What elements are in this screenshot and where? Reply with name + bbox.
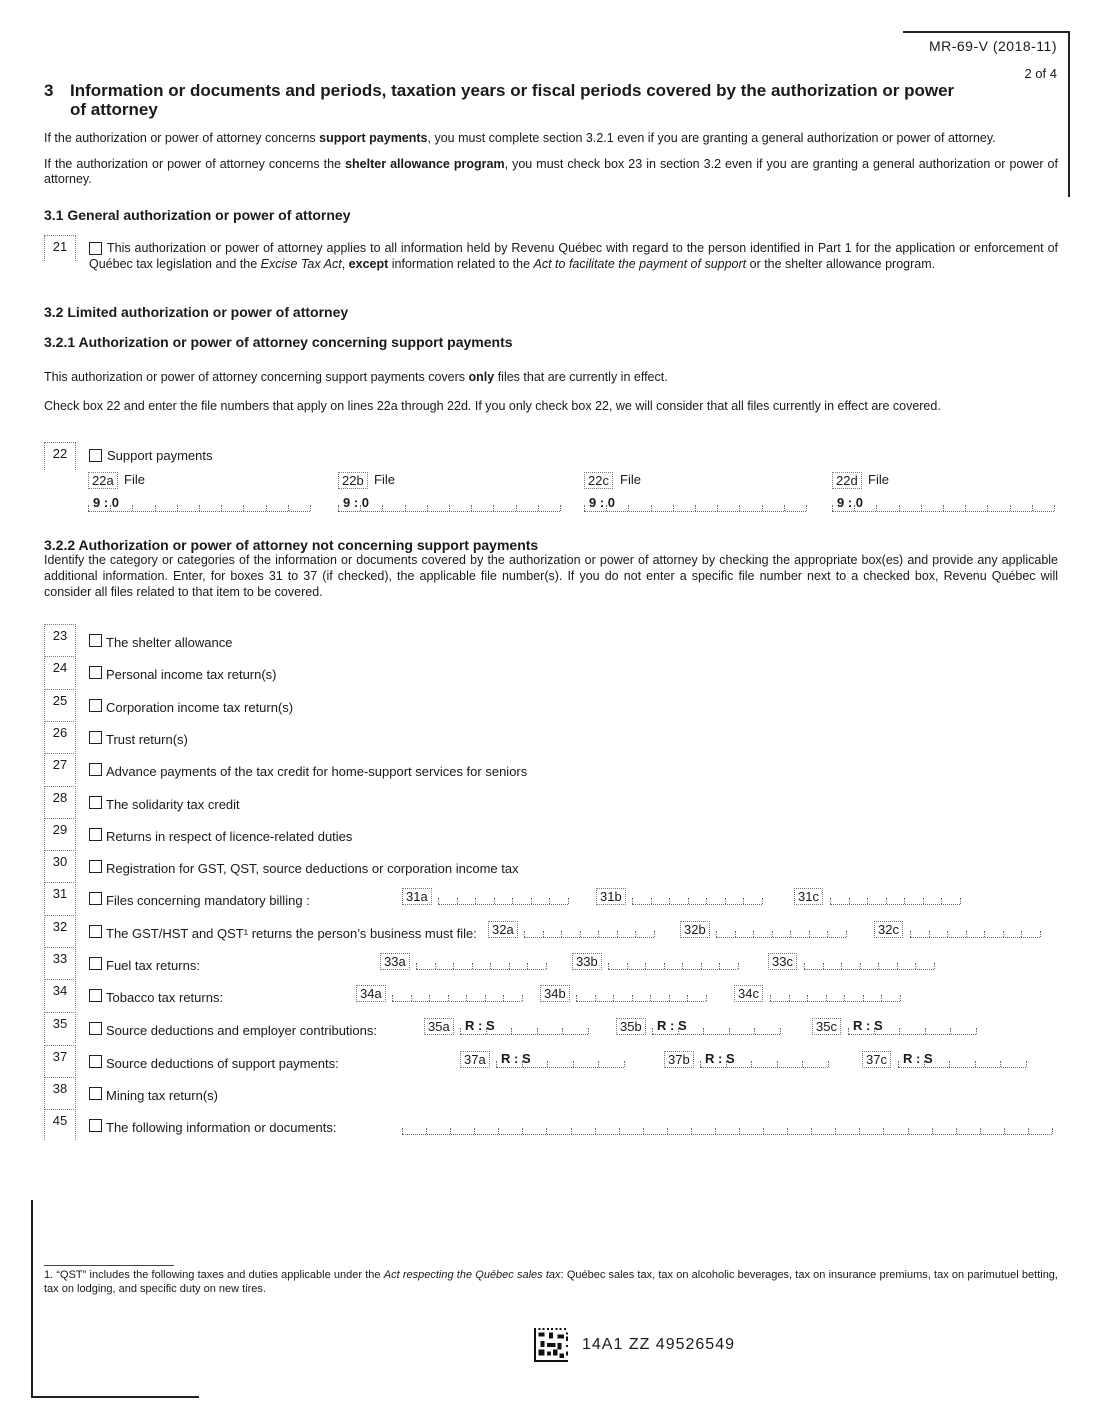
sub-box-label: 31b xyxy=(596,888,626,905)
item-label-26: Trust return(s) xyxy=(106,732,188,747)
file-input-22a[interactable] xyxy=(88,496,310,512)
box-number-22: 22 xyxy=(44,442,76,470)
item-label-31: Files concerning mandatory billing : xyxy=(106,893,310,908)
file-input-35a[interactable] xyxy=(460,1019,588,1035)
file-input-35b[interactable] xyxy=(652,1019,780,1035)
sub-box-label: 35a xyxy=(424,1018,454,1035)
file-input-37c[interactable] xyxy=(898,1052,1026,1068)
file-input-22c[interactable] xyxy=(584,496,806,512)
checkbox-32[interactable] xyxy=(89,925,102,938)
file-label: File xyxy=(868,472,889,487)
datamatrix-barcode-icon xyxy=(534,1328,568,1362)
file-input-33a[interactable] xyxy=(416,954,546,970)
item-label-23: The shelter allowance xyxy=(106,635,233,650)
field-prefix: 9 : 0 xyxy=(93,495,120,510)
heading-3-2: 3.2 Limited authorization or power of attorney xyxy=(44,304,349,320)
section-title-text: Information or documents and periods, taxation years or fiscal periods covered by the authorization or power of attorney xyxy=(70,81,955,119)
support-payments-label: Support payments xyxy=(107,448,213,463)
box-number-31: 31 xyxy=(44,882,76,913)
file-label: File xyxy=(374,472,395,487)
box-number-27: 27 xyxy=(44,753,76,784)
checkbox-24[interactable] xyxy=(89,666,102,679)
field-prefix: R : S xyxy=(903,1051,933,1066)
checkbox-34[interactable] xyxy=(89,989,102,1002)
box-number-23: 23 xyxy=(44,624,76,655)
checkbox-23[interactable] xyxy=(89,634,102,647)
field-prefix: 9 : 0 xyxy=(343,495,370,510)
field-prefix: R : S xyxy=(465,1018,495,1033)
item-label-35: Source deductions and employer contributions: xyxy=(106,1023,377,1038)
box-number-24: 24 xyxy=(44,656,76,687)
categories-paragraph: Identify the category or categories of the information or documents covered by the authorization or power of attorney by checking the appropriate box(es) and provide any applicable additional information. Enter, for boxes 31 to 37 (if checked), the applicable file number(s). If you do not enter a specific file number next to a checked box, Revenu Québec will consider all files related to that item to be covered. xyxy=(44,553,1058,599)
checkbox-28[interactable] xyxy=(89,796,102,809)
item-label-38: Mining tax return(s) xyxy=(106,1088,218,1103)
item-label-30: Registration for GST, QST, source deductions or corporation income tax xyxy=(106,861,519,876)
file-input-37b[interactable] xyxy=(700,1052,828,1068)
file-input-34a[interactable] xyxy=(392,986,522,1002)
file-input-32a[interactable] xyxy=(524,922,654,938)
sub-box-label: 37c xyxy=(862,1051,891,1068)
item-label-24: Personal income tax return(s) xyxy=(106,667,277,682)
sub-box-label: 34a xyxy=(356,985,386,1002)
file-number-label: 22d xyxy=(832,472,862,489)
box-number-29: 29 xyxy=(44,818,76,849)
box-number-35: 35 xyxy=(44,1012,76,1043)
box-number-32: 32 xyxy=(44,915,76,946)
sub-box-label: 32b xyxy=(680,921,710,938)
heading-3-1: 3.1 General authorization or power of attorney xyxy=(44,207,351,223)
sub-box-label: 31a xyxy=(402,888,432,905)
box-number-21: 21 xyxy=(44,235,76,261)
item-label-29: Returns in respect of licence-related duties xyxy=(106,829,353,844)
sub-box-label: 34b xyxy=(540,985,570,1002)
file-input-35c[interactable] xyxy=(848,1019,976,1035)
checkbox-29[interactable] xyxy=(89,828,102,841)
file-input-37a[interactable] xyxy=(496,1052,624,1068)
file-input-32c[interactable] xyxy=(910,922,1040,938)
form-number: MR-69-V (2018-11) xyxy=(928,38,1057,54)
item-label-28: The solidarity tax credit xyxy=(106,797,240,812)
other-documents-input[interactable] xyxy=(402,1119,1052,1135)
page-number: 2 of 4 xyxy=(1024,66,1057,81)
box-number-33: 33 xyxy=(44,947,76,978)
footnote-divider xyxy=(44,1265,174,1266)
sub-box-label: 33c xyxy=(768,953,797,970)
frame-corner-right xyxy=(1068,31,1070,197)
checkbox-38[interactable] xyxy=(89,1087,102,1100)
sub-box-label: 34c xyxy=(734,985,763,1002)
sub-box-label: 33a xyxy=(380,953,410,970)
checkbox-35[interactable] xyxy=(89,1022,102,1035)
sub-box-label: 32a xyxy=(488,921,518,938)
checkbox-45[interactable] xyxy=(89,1119,102,1132)
intro-paragraph-1: If the authorization or power of attorney concerns support payments, you must complete section 3.2.1 even if you are granting a general authorization or power of attorney. xyxy=(44,131,996,145)
checkbox-25[interactable] xyxy=(89,699,102,712)
checkbox-31[interactable] xyxy=(89,892,102,905)
checkbox-27[interactable] xyxy=(89,763,102,776)
sub-box-label: 32c xyxy=(874,921,903,938)
file-label: File xyxy=(620,472,641,487)
file-input-32b[interactable] xyxy=(716,922,846,938)
file-input-33b[interactable] xyxy=(608,954,738,970)
heading-3-2-2: 3.2.2 Authorization or power of attorney not concerning support payments xyxy=(44,537,539,553)
sub-box-label: 31c xyxy=(794,888,823,905)
file-input-31b[interactable] xyxy=(632,889,762,905)
box-number-37: 37 xyxy=(44,1045,76,1076)
field-prefix: R : S xyxy=(657,1018,687,1033)
frame-corner-top xyxy=(903,31,1070,33)
heading-3-2-1: 3.2.1 Authorization or power of attorney concerning support payments xyxy=(44,334,513,350)
sub-box-label: 35b xyxy=(616,1018,646,1035)
box-number-25: 25 xyxy=(44,689,76,720)
intro-paragraph-2: If the authorization or power of attorney concerns the shelter allowance program, you must check box 23 in section 3.2 even if you are granting a general authorization or power of attorney. xyxy=(44,157,1058,186)
item-label-34: Tobacco tax returns: xyxy=(106,990,224,1005)
box-number-28: 28 xyxy=(44,786,76,817)
sub-box-label: 37a xyxy=(460,1051,490,1068)
general-authorization-text: This authorization or power of attorney applies to all information held by Revenu Québec with regard to the person identified in Part 1 for the application or enforcement of Québec tax legislation and the Excise Tax Act, except information related to the Act to facilitate the payment of support or the shelter allowance program. xyxy=(89,241,1058,271)
checkbox-37[interactable] xyxy=(89,1055,102,1068)
box-number-45: 45 xyxy=(44,1109,76,1140)
file-input-22d[interactable] xyxy=(832,496,1054,512)
item-label-45: The following information or documents: xyxy=(106,1120,337,1135)
footnote-1: 1. “QST” includes the following taxes and duties applicable under the Act respecting the Québec sales tax: Québec sales tax, tax on alcoholic beverages, tax on insurance premiums, tax on parimutuel betting, tax on lodging, and specific duty on new tires. xyxy=(44,1269,1058,1295)
field-prefix: R : S xyxy=(853,1018,883,1033)
sub-box-label: 33b xyxy=(572,953,602,970)
field-prefix: R : S xyxy=(705,1051,735,1066)
item-label-32: The GST/HST and QST¹ returns the person’s business must file: xyxy=(106,926,477,941)
item-label-37: Source deductions of support payments: xyxy=(106,1056,339,1071)
section-number: 3 xyxy=(44,81,54,100)
box-number-34: 34 xyxy=(44,979,76,1010)
support-para-1: This authorization or power of attorney concerning support payments covers only files that are currently in effect. xyxy=(44,370,668,384)
item-label-25: Corporation income tax return(s) xyxy=(106,700,294,715)
checkbox-26[interactable] xyxy=(89,731,102,744)
sub-box-label: 35c xyxy=(812,1018,841,1035)
box-number-30: 30 xyxy=(44,850,76,881)
sub-box-label: 37b xyxy=(664,1051,694,1068)
file-number-label: 22c xyxy=(584,472,613,489)
field-prefix: 9 : 0 xyxy=(837,495,864,510)
item-label-27: Advance payments of the tax credit for home-support services for seniors xyxy=(106,764,528,779)
field-prefix: R : S xyxy=(501,1051,531,1066)
file-input-34c[interactable] xyxy=(770,986,900,1002)
file-label: File xyxy=(124,472,145,487)
box-number-26: 26 xyxy=(44,721,76,752)
checkbox-33[interactable] xyxy=(89,957,102,970)
barcode-number: 14A1 ZZ 49526549 xyxy=(582,1336,735,1353)
file-input-34b[interactable] xyxy=(576,986,706,1002)
field-prefix: 9 : 0 xyxy=(589,495,616,510)
file-number-label: 22a xyxy=(88,472,118,489)
file-input-31c[interactable] xyxy=(830,889,960,905)
frame-corner-left xyxy=(31,1200,33,1398)
box-number-38: 38 xyxy=(44,1077,76,1108)
file-number-label: 22b xyxy=(338,472,368,489)
support-para-2: Check box 22 and enter the file numbers that apply on lines 22a through 22d. If you only check box 22, we will consider that all files currently in effect are covered. xyxy=(44,399,941,413)
checkbox-30[interactable] xyxy=(89,860,102,873)
file-input-31a[interactable] xyxy=(438,889,568,905)
frame-corner-bottom xyxy=(31,1396,199,1398)
item-label-33: Fuel tax returns: xyxy=(106,958,200,973)
file-input-22b[interactable] xyxy=(338,496,560,512)
checkbox-22[interactable] xyxy=(89,449,102,462)
file-input-33c[interactable] xyxy=(804,954,934,970)
